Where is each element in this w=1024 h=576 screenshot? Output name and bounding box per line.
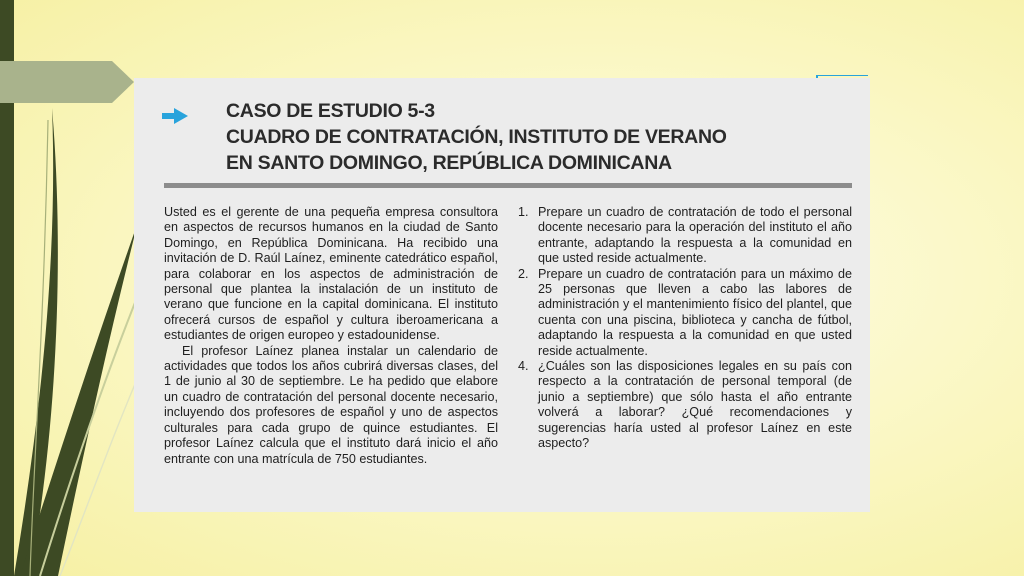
question-text: Prepare un cuadro de contratación de todo el personal docente necesario para la operación del instituto el año entrante, adaptando la respuesta a la comunidad en que usted reside actualmente. (538, 205, 852, 266)
case-study-document (134, 78, 870, 512)
question-item (518, 267, 852, 359)
question-item (518, 359, 852, 451)
question-number: 1. (518, 205, 529, 219)
heading-divider (164, 183, 852, 188)
question-text: Prepare un cuadro de contratación para un máximo de 25 personas que lleven a cabo las labores de administración y el mantenimiento físico del plantel, que cuenta con una piscina, biblioteca y cancha de fútbol, adaptando la respuesta a la comunidad en que usted reside actualmente. (538, 266, 852, 358)
right-arrow-icon (162, 108, 188, 124)
case-title-line-2: CUADRO DE CONTRATACIÓN, INSTITUTO DE VERANO (226, 126, 727, 148)
question-number: 4. (518, 359, 529, 374)
case-title-line-3: EN SANTO DOMINGO, REPÚBLICA DOMINICANA (226, 152, 672, 174)
case-paragraph-1: Usted es el gerente de una pequeña empresa consultora en aspectos de recursos humanos en la ciudad de Santo Domingo, en República Dominicana. Ha recibido una invitación de D. Raúl Laínez, eminente catedrático español, para colaborar en los aspectos de administración de personal que plantea la instalación de un instituto de verano que funcione en la capital dominicana. El instituto ofrecerá cursos de español y cultura iberoamericana a estudiantes de origen europeo y estadounidense. (164, 205, 498, 343)
slide-tab-arrow (0, 61, 134, 103)
case-title-line-1: CASO DE ESTUDIO 5-3 (226, 100, 435, 122)
question-item (518, 205, 852, 267)
case-questions (518, 205, 852, 452)
question-number: 2. (518, 266, 529, 281)
case-paragraph-2: El profesor Laínez planea instalar un calendario de actividades que todos los años cubrirá diversas clases, del 1 de junio al 30 de septiembre. Le ha pedido que elabore un cuadro de contratación del personal docente necesario, incluyendo dos profesores de español y uno de aspectos culturales para cada grupo de quince estudiantes. El profesor Laínez calcula que el instituto dará inicio el año entrante con una matrícula de 750 estudiantes. (164, 343, 498, 466)
case-description (164, 205, 498, 467)
question-text: ¿Cuáles son las disposiciones legales en su país con respecto a la contratación de personal temporal (de junio a septiembre) que sólo hasta el año entrante volverá a laborar? ¿Qué recomendaciones y sugerencias haría usted al profesor Laínez en este aspecto? (538, 359, 852, 451)
